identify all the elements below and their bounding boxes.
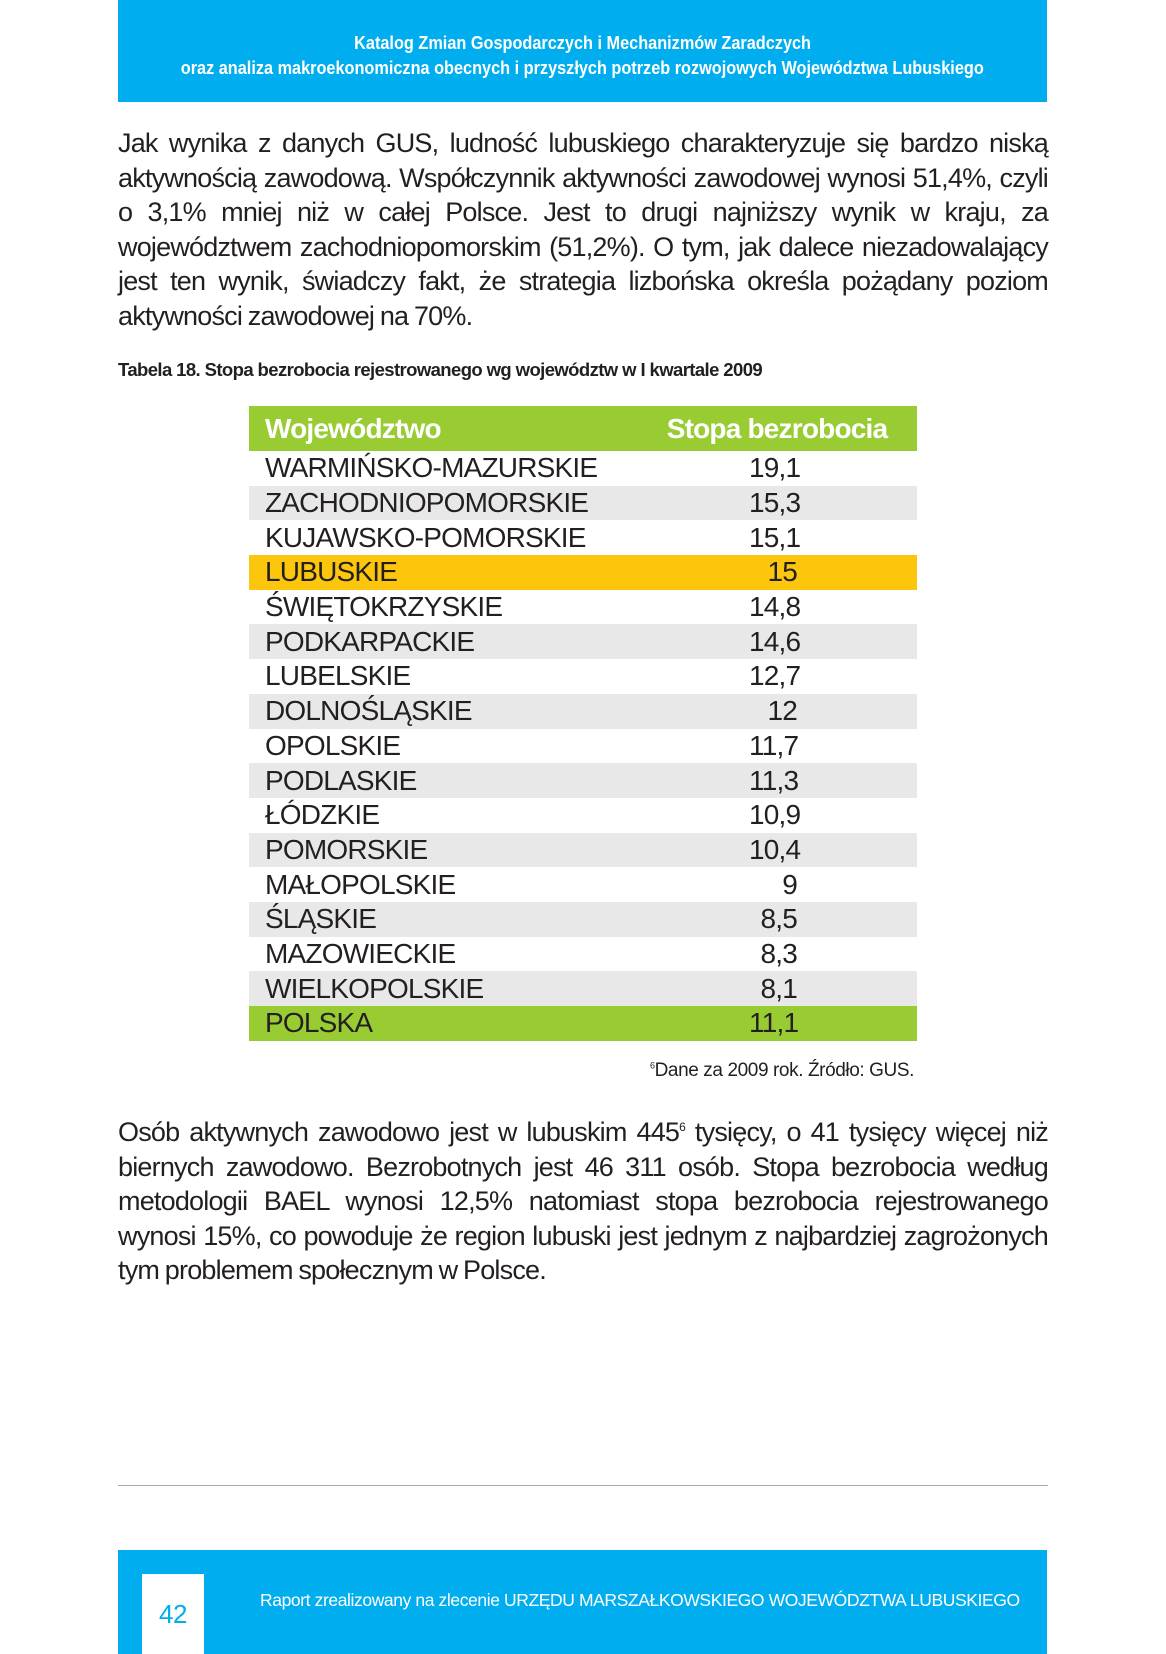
table-row bbox=[249, 590, 917, 625]
table-row bbox=[249, 486, 917, 521]
unemployment-rate-value: 14,6 bbox=[749, 625, 801, 657]
table-body bbox=[249, 451, 917, 1041]
voivodeship-name: MAŁOPOLSKIE bbox=[265, 868, 456, 900]
paragraph-activity-rate bbox=[118, 126, 1048, 334]
voivodeship-name: ZACHODNIOPOMORSKIE bbox=[265, 487, 589, 519]
table-caption: Tabela 18. Stopa bezrobocia rejestrowanego wg województw w I kwartale 2009 bbox=[118, 359, 763, 380]
unemployment-rate-value: 10,9 bbox=[749, 799, 801, 831]
voivodeship-name: OPOLSKIE bbox=[265, 729, 401, 761]
voivodeship-name: POLSKA bbox=[265, 1007, 373, 1039]
table-row bbox=[249, 867, 917, 902]
footer-text: Raport zrealizowany na zlecenie URZĘDU MARSZAŁKOWSKIEGO WOJEWÓDZTWA LUBUSKIEGO bbox=[260, 1590, 1020, 1610]
table-header-row bbox=[249, 406, 917, 451]
unemployment-rate-value: 11,1 bbox=[749, 1007, 799, 1039]
voivodeship-name: MAZOWIECKIE bbox=[265, 937, 456, 969]
table-row bbox=[249, 694, 917, 729]
unemployment-table bbox=[249, 406, 917, 1041]
unemployment-rate-value: 8,5 bbox=[760, 903, 797, 935]
unemployment-rate-value: 12,7 bbox=[749, 660, 801, 692]
unemployment-rate-value: 19,1 bbox=[749, 452, 801, 484]
source-footnote-mark: 6 bbox=[650, 1060, 655, 1071]
footer-divider bbox=[118, 1485, 1048, 1486]
paragraph-labour-market-text bbox=[118, 1115, 1048, 1288]
source-text: Dane za 2009 rok. Źródło: GUS. bbox=[654, 1060, 915, 1081]
voivodeship-name: PODKARPACKIE bbox=[265, 625, 475, 657]
unemployment-rate-value: 11,7 bbox=[749, 729, 799, 761]
table-row bbox=[249, 902, 917, 937]
header-title-line-2: oraz analiza makroekonomiczna obecnych i przyszłych potrzeb rozwojowych Województwa Lubuskiego bbox=[180, 57, 984, 78]
page-number: 42 bbox=[142, 1574, 204, 1654]
table-row bbox=[249, 833, 917, 868]
unemployment-rate-value: 9 bbox=[782, 868, 797, 900]
voivodeship-name: ŁÓDZKIE bbox=[265, 799, 380, 831]
table-row bbox=[249, 971, 917, 1006]
unemployment-rate-value: 11,3 bbox=[749, 764, 799, 796]
voivodeship-name: POMORSKIE bbox=[265, 833, 428, 865]
table-source-note bbox=[650, 1060, 914, 1082]
running-footer bbox=[118, 1550, 1047, 1654]
unemployment-rate-value: 12 bbox=[767, 695, 797, 727]
voivodeship-name: ŚWIĘTOKRZYSKIE bbox=[265, 591, 503, 623]
running-header bbox=[118, 0, 1047, 102]
table-row bbox=[249, 624, 917, 659]
table-row bbox=[249, 729, 917, 764]
voivodeship-name: WARMIŃSKO-MAZURSKIE bbox=[265, 452, 598, 484]
voivodeship-name: LUBUSKIE bbox=[265, 556, 398, 588]
column-header-unemployment-rate: Stopa bezrobocia bbox=[666, 412, 888, 444]
unemployment-rate-value: 15,3 bbox=[749, 487, 801, 519]
table-row bbox=[249, 937, 917, 972]
table-row bbox=[249, 1006, 917, 1041]
table-row bbox=[249, 659, 917, 694]
header-title-line-1: Katalog Zmian Gospodarczych i Mechanizmów Zaradczych bbox=[354, 32, 811, 53]
column-header-voivodeship: Województwo bbox=[265, 412, 441, 444]
footnote-reference: 6 bbox=[679, 1120, 686, 1134]
unemployment-rate-value: 8,1 bbox=[760, 972, 797, 1004]
table-row bbox=[249, 555, 917, 590]
voivodeship-name: ŚLĄSKIE bbox=[265, 903, 377, 935]
paragraph-labour-market bbox=[118, 1115, 1048, 1288]
voivodeship-name: KUJAWSKO-POMORSKIE bbox=[265, 521, 586, 553]
voivodeship-name: LUBELSKIE bbox=[265, 660, 411, 692]
voivodeship-name: DOLNOŚLĄSKIE bbox=[265, 695, 472, 727]
table-row bbox=[249, 798, 917, 833]
paragraph-part-2: tysięcy, o 41 tysięcy więcej niż biernych zawodowo. Bezrobotnych jest 46 311 osób. Stopa bezrobocia według metodologii BAEL wynosi 12,5% natomiast stopa bezrobocia rejestrowanego wynosi 15%, co powoduje że region lubuski jest jednym z najbardziej zagrożonych tym problemem społecznym w Polsce. bbox=[118, 1117, 1049, 1286]
unemployment-rate-value: 14,8 bbox=[749, 591, 801, 623]
unemployment-rate-value: 8,3 bbox=[760, 937, 797, 969]
paragraph-activity-rate-text: Jak wynika z danych GUS, ludność lubuskiego charakteryzuje się bardzo niską aktywnością zawodową. Współczynnik aktywności zawodowej wynosi 51,4%, czyli o 3,1% mniej niż w całej Polsce. Jest to drugi najniższy wynik w kraju, za województwem zachodniopomorskim (51,2%). O tym, jak dalece niezadowalający jest ten wynik, świadczy fakt, że strategia lizbońska określa pożądany poziom aktywności zawodowej na 70%. bbox=[118, 128, 1048, 331]
table-row bbox=[249, 520, 917, 555]
table-row bbox=[249, 763, 917, 798]
unemployment-rate-value: 15 bbox=[767, 556, 797, 588]
table-row bbox=[249, 451, 917, 486]
unemployment-rate-value: 10,4 bbox=[749, 833, 801, 865]
unemployment-rate-value: 15,1 bbox=[749, 521, 801, 553]
voivodeship-name: PODLASKIE bbox=[265, 764, 417, 796]
paragraph-part-1: Osób aktywnych zawodowo jest w lubuskim 445 bbox=[118, 1117, 680, 1147]
voivodeship-name: WIELKOPOLSKIE bbox=[265, 972, 484, 1004]
